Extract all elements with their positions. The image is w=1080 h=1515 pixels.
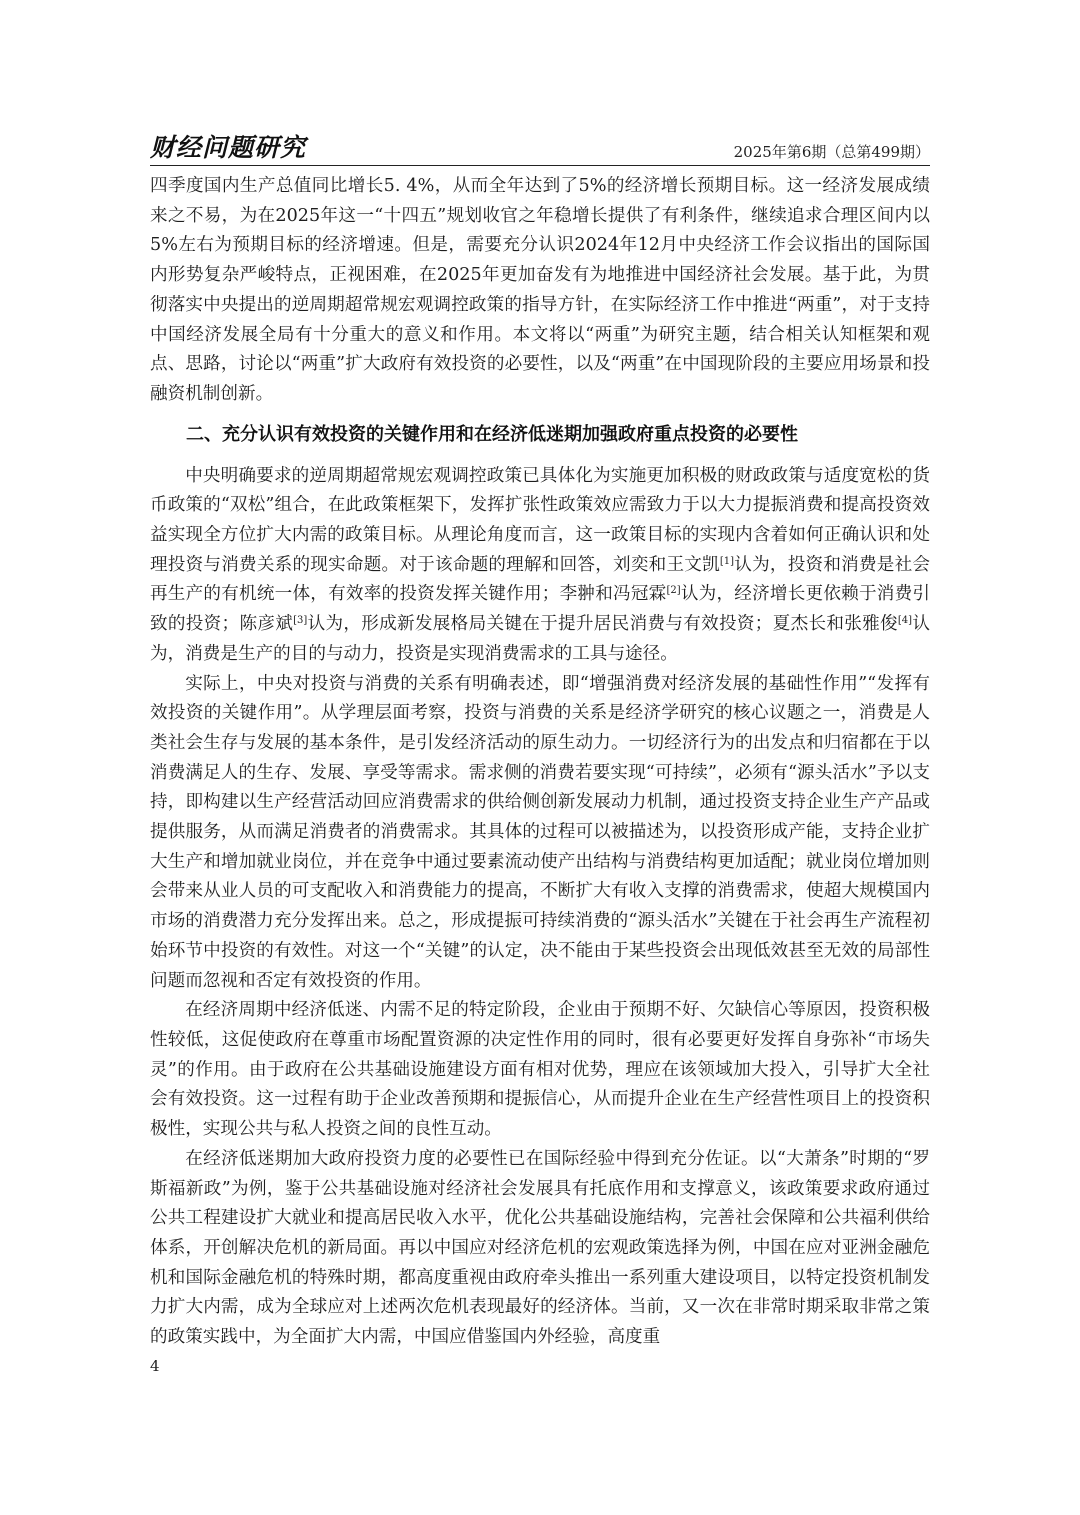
text-run: 认为，形成新发展格局关键在于提升居民消费与有效投资；夏杰长和张雅俊 bbox=[307, 614, 898, 635]
citation-ref[interactable]: [3] bbox=[293, 615, 308, 627]
text-run: 认为，投资和消费是社会再生产的有机统一体，有效率的投资发挥关键作用；李翀和冯冠霖 bbox=[150, 554, 930, 605]
paragraph-continued: 四季度国内生产总值同比增长5. 4%，从而全年达到了5%的经济增长预期目标。这一经济发展成绩来之不易，为在2025年这一“十四五”规划收官之年稳增长提供了有利条件，继续追求合理区间内以5%左右为预期目标的经济增速。但是，需要充分认识2024年12月中央经济工作会议指出的国际国内形势复杂严峻特点，正视困难，在2025年更加奋发有为地推进中国经济社会发展。基于此，为贯彻落实中央提出的逆周期超常规宏观调控政策的指导方针，在实际经济工作中推进“两重”，对于支持中国经济发展全局有十分重大的意义和作用。本文将以“两重”为研究主题，结合相关认知框架和观点、思路，讨论以“两重”扩大政府有效投资的必要性，以及“两重”在中国现阶段的主要应用场景和投融资机制创新。 bbox=[150, 176, 930, 404]
section-heading: 二、充分认识有效投资的关键作用和在经济低迷期加强政府重点投资的必要性 bbox=[186, 423, 798, 445]
text-run: 认为，经济增长更依赖于消费引致的投资；陈彦斌 bbox=[150, 584, 930, 635]
paragraph bbox=[150, 462, 930, 670]
issue-info: 2025年第6期（总第499期） bbox=[733, 143, 930, 161]
citation-ref[interactable]: [1] bbox=[719, 555, 735, 567]
header-rule bbox=[150, 165, 930, 166]
page-number: 4 bbox=[150, 1357, 160, 1375]
paragraph: 在经济低迷期加大政府投资力度的必要性已在国际经验中得到充分佐证。以“大萧条”时期的“罗斯福新政”为例，鉴于公共基础设施对经济社会发展具有托底作用和支撑意义，该政策要求政府通过公共工程建设扩大就业和提高居民收入水平，优化公共基础设施结构，完善社会保障和公共福利供给体系，开创解决危机的新局面。再以中国应对经济危机的宏观政策选择为例，中国在应对亚洲金融危机和国际金融危机的特殊时期，都高度重视由政府牵头推出一系列重大建设项目，以特定投资机制发力扩大内需，成为全球应对上述两次危机表现最好的经济体。当前，又一次在非常时期采取非常之策的政策实践中，为全面扩大内需，中国应借鉴国内外经验，高度重 bbox=[150, 1148, 930, 1348]
paragraph: 实际上，中央对投资与消费的关系有明确表述，即“增强消费对经济发展的基础性作用”“发挥有效投资的关键作用”。从学理层面考察，投资与消费的关系是经济学研究的核心议题之一，消费是人类社会生存与发展的基本条件，是引发经济活动的原生动力。一切经济行为的出发点和归宿都在于以消费满足人的生存、发展、享受等需求。需求侧的消费若要实现“可持续”，必须有“源头活水”予以支持，即构建以生产经营活动回应消费需求的供给侧创新发展动力机制，通过投资支持企业生产产品或提供服务，从而满足消费者的消费需求。其具体的过程可以被描述为，以投资形成产能，支持企业扩大生产和增加就业岗位，并在竞争中通过要素流动使产出结构与消费结构更加适配；就业岗位增加则会带来从业人员的可支配收入和消费能力的提高，不断扩大有收入支撑的消费需求，使超大规模国内市场的消费潜力充分发挥出来。总之，形成提振可持续消费的“源头活水”关键在于社会再生产流程初始环节中投资的有效性。对这一个“关键”的认定，决不能由于某些投资会出现低效甚至无效的局部性问题而忽视和否定有效投资的作用。 bbox=[150, 673, 930, 991]
page-header bbox=[150, 128, 930, 164]
text-run: 中央明确要求的逆周期超常规宏观调控政策已具体化为实施更加积极的财政政策与适度宽松的货币政策的“双松”组合，在此政策框架下，发挥扩张性政策效应需致力于以大力提振消费和提高投资效益实现全方位扩大内需的政策目标。从理论角度而言，这一政策目标的实现内含着如何正确认识和处理投资与消费关系的现实命题。对于该命题的理解和回答，刘奕和王文凯 bbox=[150, 465, 930, 575]
journal-title-logo: 财经问题研究 bbox=[150, 133, 307, 162]
article-body bbox=[150, 172, 930, 1353]
citation-ref[interactable]: [4] bbox=[897, 615, 913, 627]
text-run: 认为，消费是生产的目的与动力，投资是实现消费需求的工具与途径。 bbox=[150, 614, 930, 664]
citation-ref[interactable]: [2] bbox=[666, 585, 681, 597]
paragraph: 在经济周期中经济低迷、内需不足的特定阶段，企业由于预期不好、欠缺信心等原因，投资积极性较低，这促使政府在尊重市场配置资源的决定性作用的同时，很有必要更好发挥自身弥补“市场失灵”的作用。由于政府在公共基础设施建设方面有相对优势，理应在该领域加大投入，引导扩大全社会有效投资。这一过程有助于企业改善预期和提振信心，从而提升企业在生产经营性项目上的投资积极性，实现公共与私人投资之间的良性互动。 bbox=[150, 1000, 930, 1140]
